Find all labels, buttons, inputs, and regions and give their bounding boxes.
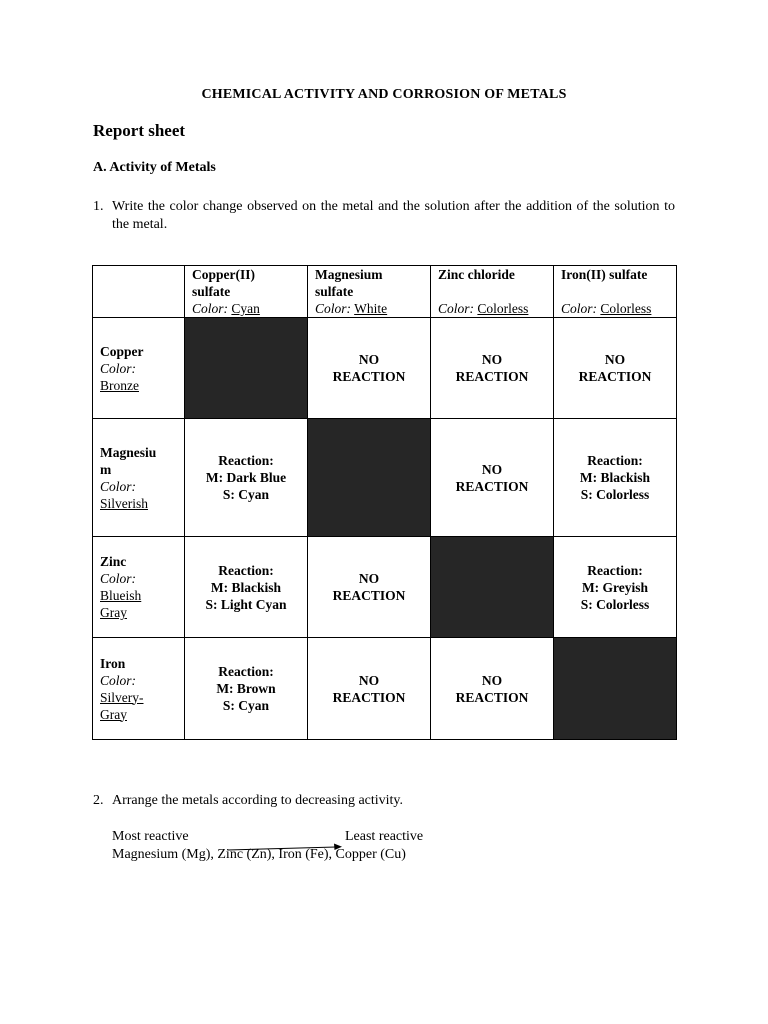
question-2-text: Arrange the metals according to decreasing activity.	[112, 793, 404, 808]
question-1	[93, 198, 675, 234]
cell-iron-zinc-chloride: NO REACTION	[431, 638, 554, 740]
column-header-magnesium-sulfate: Magnesium sulfate Color: White	[308, 266, 431, 318]
cell-magnesium-copper-sulfate: Reaction: M: Dark Blue S: Cyan	[185, 419, 308, 537]
activity-order: Magnesium (Mg), Zinc (Zn), Iron (Fe), Copper (Cu)	[112, 847, 406, 862]
table-row-copper	[93, 318, 677, 419]
document-title: CHEMICAL ACTIVITY AND CORROSION OF METALS	[201, 87, 567, 102]
question-1-text: Write the color change observed on the metal and the solution after the addition of the solution to the metal.	[112, 199, 675, 232]
least-reactive-label: Least reactive	[345, 829, 424, 844]
table-row-iron	[93, 638, 677, 740]
row-header-zinc: Zinc Color: Blueish Gray	[93, 537, 185, 638]
table-row-zinc	[93, 537, 677, 638]
row-header-copper: Copper Color: Bronze	[93, 318, 185, 419]
cell-zinc-copper-sulfate: Reaction: M: Blackish S: Light Cyan	[185, 537, 308, 638]
section-a-heading: A. Activity of Metals	[93, 160, 216, 175]
column-header-copper-sulfate: Copper(II) sulfate Color: Cyan	[185, 266, 308, 318]
cell-iron-magnesium-sulfate: NO REACTION	[308, 638, 431, 740]
blocked-cell	[431, 537, 554, 638]
column-header-zinc-chloride: Zinc chloride Color: Colorless	[431, 266, 554, 318]
cell-zinc-iron-sulfate: Reaction: M: Greyish S: Colorless	[554, 537, 677, 638]
cell-magnesium-zinc-chloride: NO REACTION	[431, 419, 554, 537]
question-2-number: 2.	[93, 793, 104, 808]
cell-zinc-magnesium-sulfate: NO REACTION	[308, 537, 431, 638]
cell-copper-iron-sulfate: NO REACTION	[554, 318, 677, 419]
cell-magnesium-iron-sulfate: Reaction: M: Blackish S: Colorless	[554, 419, 677, 537]
blocked-cell	[185, 318, 308, 419]
question-1-number: 1.	[93, 199, 104, 214]
most-reactive-label: Most reactive	[112, 829, 189, 844]
blocked-cell	[554, 638, 677, 740]
cell-copper-zinc-chloride: NO REACTION	[431, 318, 554, 419]
table-corner-cell	[93, 266, 185, 318]
cell-iron-copper-sulfate: Reaction: M: Brown S: Cyan	[185, 638, 308, 740]
blocked-cell	[308, 419, 431, 537]
question-2	[93, 793, 403, 809]
activity-table	[92, 265, 677, 740]
row-header-magnesium: Magnesiu m Color: Silverish	[93, 419, 185, 537]
column-header-iron-sulfate: Iron(II) sulfate Color: Colorless	[554, 266, 677, 318]
cell-copper-magnesium-sulfate: NO REACTION	[308, 318, 431, 419]
table-row-magnesium	[93, 419, 677, 537]
report-heading: Report sheet	[93, 121, 186, 140]
row-header-iron: Iron Color: Silvery- Gray	[93, 638, 185, 740]
